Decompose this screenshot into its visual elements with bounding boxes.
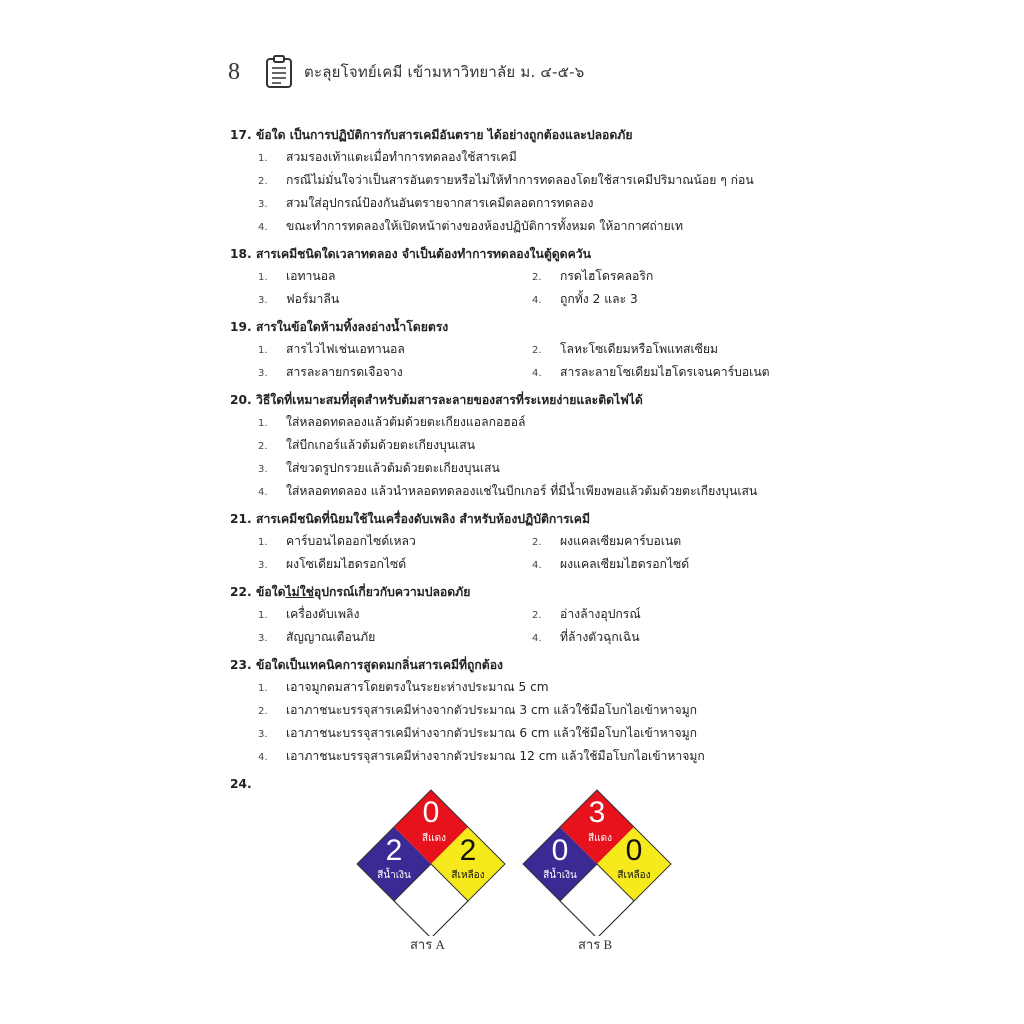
question-text: วิธีใดที่เหมาะสมที่สุดสำหรับต้มสารละลายของสารที่ระเหยง่ายและติดไฟได้ [256,393,643,407]
top-value: 0 [422,796,440,829]
option-text: สารละลายกรดเจือจาง [286,365,403,379]
question-number: 22. [230,585,252,599]
option-text: เอาภาชนะบรรจุสารเคมีห่างจากตัวประมาณ 3 cm แล้วใช้มือโบกไอเข้าหาจมูก [286,703,698,717]
option-number: 3. [258,368,268,379]
option[interactable] [230,722,850,745]
question-number: 19. [230,320,252,334]
option-text: ใส่หลอดทดลอง แล้วนำหลอดทดลองแช่ในบีกเกอร์ ที่มีน้ำเพียงพอแล้วต้มด้วยตะเกียงบุนเสน [286,484,758,498]
option-number: 4. [258,222,268,233]
question-text: สารเคมีชนิดที่นิยมใช้ในเครื่องดับเพลิง สำหรับห้องปฏิบัติการเคมี [256,512,590,526]
option-text: ผงแคลเซียมคาร์บอเนต [560,534,682,548]
question-heading [230,316,850,338]
question-heading [230,389,850,411]
question-number: 20. [230,393,252,407]
option-number: 4. [532,368,542,379]
option-number: 1. [258,610,268,621]
option-text: คาร์บอนไดออกไซด์เหลว [286,534,416,548]
question-text: ข้อใดเป็นเทคนิคการสูดดมกลิ่นสารเคมีที่ถูกต้อง [256,658,503,672]
option[interactable] [230,169,850,192]
option-text: ผงโซเดียมไฮดรอกไซด์ [286,557,407,571]
option-number: 4. [258,487,268,498]
question-20 [230,389,850,503]
option[interactable] [230,745,850,768]
right-value: 0 [625,834,643,867]
question-heading [230,508,850,530]
option-number: 2. [258,706,268,717]
page-header [228,52,584,92]
top-color-label: สีแดง [588,833,612,844]
question-text-before: ข้อใด [256,585,286,599]
option-number: 1. [258,418,268,429]
top-value: 3 [588,796,606,829]
option-number: 3. [258,295,268,306]
option-text: ใส่บีกเกอร์แล้วต้มด้วยตะเกียงบุนเสน [286,438,476,452]
option-text: สัญญาณเตือนภัย [286,630,376,644]
option-number: 2. [532,272,542,283]
option-number: 2. [258,176,268,187]
substance-b-label: สาร B [578,937,613,952]
option-text: ถูกทั้ง 2 และ 3 [560,292,638,306]
option-grid [230,603,850,649]
question-number: 24. [230,777,252,791]
option-number: 1. [258,683,268,694]
option-number: 2. [532,610,542,621]
option[interactable] [230,192,850,215]
option[interactable] [230,626,504,649]
option[interactable] [504,338,804,361]
option-number: 1. [258,537,268,548]
option-text: เครื่องดับเพลิง [286,607,360,621]
question-text: สารในข้อใดห้ามทิ้งลงอ่างน้ำโดยตรง [256,320,449,334]
question-text: ข้อใด เป็นการปฏิบัติการกับสารเคมีอันตราย ได้อย่างถูกต้องและปลอดภัย [256,128,633,142]
option-number: 4. [258,752,268,763]
hazard-diamonds [356,786,816,956]
option-number: 2. [532,345,542,356]
option-text: เอาภาชนะบรรจุสารเคมีห่างจากตัวประมาณ 6 cm แล้วใช้มือโบกไอเข้าหาจมูก [286,726,698,740]
option-number: 2. [258,441,268,452]
question-list [230,124,850,800]
option-text: เอาภาชนะบรรจุสารเคมีห่างจากตัวประมาณ 12 cm แล้วใช้มือโบกไอเข้าหาจมูก [286,749,705,763]
option[interactable] [230,676,850,699]
left-value: 2 [385,834,403,867]
right-value: 2 [459,834,477,867]
substance-a-label: สาร A [410,937,445,952]
option-text: อ่างล้างอุปกรณ์ [560,607,641,621]
question-22 [230,581,850,649]
option-grid [230,530,850,576]
hazard-diamond-b [522,786,672,936]
option-text: เอาจมูกดมสารโดยตรงในระยะห่างประมาณ 5 cm [286,680,549,694]
option-number: 1. [258,272,268,283]
option[interactable] [504,361,804,384]
option-text: ฟอร์มาลีน [286,292,340,306]
question-23 [230,654,850,768]
question-number: 18. [230,247,252,261]
option[interactable] [230,457,850,480]
option-number: 3. [258,464,268,475]
option-number: 1. [258,153,268,164]
option[interactable] [230,434,850,457]
option[interactable] [230,553,504,576]
option[interactable] [504,288,804,311]
option[interactable] [504,265,804,288]
book-title: ตะลุยโจทย์เคมี เข้ามหาวิทยาลัย ม. ๔-๕-๖ [304,63,585,81]
question-17 [230,124,850,238]
clipboard-icon [264,55,294,89]
option-text: โลหะโซเดียมหรือโพแทสเซียม [560,342,719,356]
option-text: ผงแคลเซียมไฮดรอกไซด์ [560,557,690,571]
option-number: 4. [532,633,542,644]
page-number: 8 [228,58,240,85]
question-heading [230,654,850,676]
question-heading [230,581,850,603]
right-color-label: สีเหลือง [451,870,485,881]
question-21 [230,508,850,576]
option[interactable] [230,288,504,311]
option-text: กรณีไม่มั่นใจว่าเป็นสารอันตรายหรือไม่ให้ทำการทดลองโดยใช้สารเคมีปริมาณน้อย ๆ ก่อน [286,173,754,187]
option[interactable] [230,265,504,288]
top-color-label: สีแดง [422,833,446,844]
option-text: สารละลายโซเดียมไฮโดรเจนคาร์บอเนต [560,365,770,379]
option[interactable] [230,699,850,722]
option-number: 3. [258,633,268,644]
right-color-label: สีเหลือง [617,870,651,881]
option-text: เอทานอล [286,269,336,283]
question-heading [230,243,850,265]
question-text-after: อุปกรณ์เกี่ยวกับความปลอดภัย [313,585,471,599]
option-text: ใส่ขวดรูปกรวยแล้วต้มด้วยตะเกียงบุนเสน [286,461,500,475]
option-text: สวมใส่อุปกรณ์ป้องกันอันตรายจากสารเคมีตลอดการทดลอง [286,196,594,210]
option-text: สวมรองเท้าแตะเมื่อทำการทดลองใช้สารเคมี [286,150,517,164]
option-text: สารไวไฟเช่นเอทานอล [286,342,405,356]
option-grid [230,338,850,384]
option[interactable] [230,603,504,626]
option-number: 2. [532,537,542,548]
question-18 [230,243,850,311]
option[interactable] [504,530,804,553]
option[interactable] [230,411,850,434]
left-color-label: สีน้ำเงิน [377,870,411,881]
question-number: 17. [230,128,252,142]
option-number: 3. [258,199,268,210]
option[interactable] [230,146,850,169]
option-text: กรดไฮโดรคลอริก [560,269,654,283]
option[interactable] [230,361,504,384]
question-text-underlined: ไม่ใช่ [285,585,314,599]
option-number: 3. [258,729,268,740]
option-grid [230,265,850,311]
option-number: 1. [258,345,268,356]
option-number: 4. [532,295,542,306]
option-number: 3. [258,560,268,571]
option[interactable] [504,626,804,649]
left-value: 0 [551,834,569,867]
question-19 [230,316,850,384]
option[interactable] [230,480,850,503]
option[interactable] [504,603,804,626]
option[interactable] [230,338,504,361]
question-heading [230,124,850,146]
option-text: ที่ล้างตัวฉุกเฉิน [560,630,640,644]
left-color-label: สีน้ำเงิน [543,870,577,881]
option-text: ใส่หลอดทดลองแล้วต้มด้วยตะเกียงแอลกอฮอล์ [286,415,526,429]
option[interactable] [230,530,504,553]
question-number: 23. [230,658,252,672]
option[interactable] [504,553,804,576]
option-text: ขณะทำการทดลองให้เปิดหน้าต่างของห้องปฏิบัติการทั้งหมด ให้อากาศถ่ายเท [286,219,683,233]
option[interactable] [230,215,850,238]
question-text: สารเคมีชนิดใดเวลาทดลอง จำเป็นต้องทำการทดลองในตู้ดูดควัน [256,247,591,261]
option-number: 4. [532,560,542,571]
question-number: 21. [230,512,252,526]
hazard-diamond-a [356,786,506,936]
